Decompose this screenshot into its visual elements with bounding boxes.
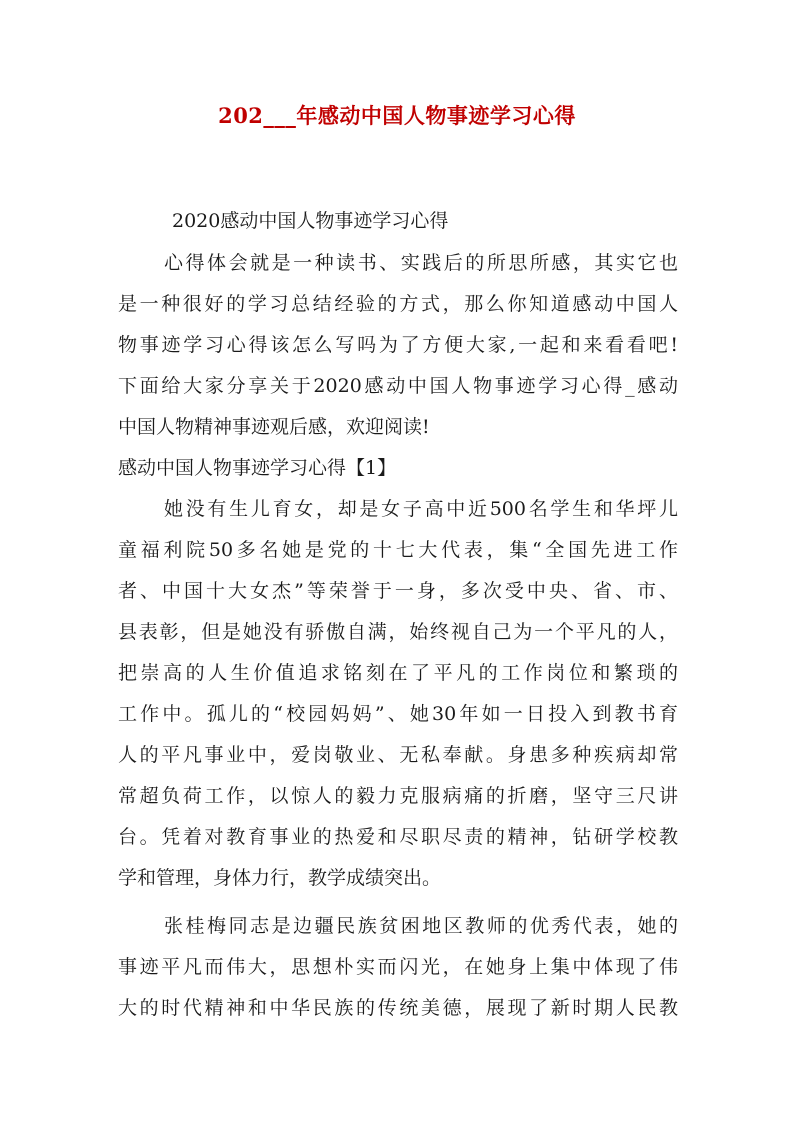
- intro-line: 中国人物精神事迹观后感，欢迎阅读!: [118, 416, 430, 438]
- section-heading: 感动中国人物事迹学习心得【1】: [118, 457, 397, 479]
- subtitle: 2020感动中国人物事迹学习心得: [172, 210, 449, 232]
- document-title: 202___年感动中国人物事迹学习心得: [218, 103, 576, 128]
- paragraph-line: 她没有生儿育女，却是女子高中近500名学生和华坪儿: [164, 498, 678, 520]
- paragraph-line: 学和管理，身体力行，教学成绩突出。: [118, 867, 442, 889]
- paragraph-line: 大的时代精神和中华民族的传统美德，展现了新时期人民教: [118, 997, 678, 1019]
- intro-line: 物事迹学习心得该怎么写吗为了方便大家,一起和来看看吧!: [118, 334, 678, 356]
- paragraph-line: 事迹平凡而伟大，思想朴实而闪光，在她身上集中体现了伟: [118, 956, 678, 978]
- paragraph-line: 把崇高的人生价值追求铭刻在了平凡的工作岗位和繁琐的: [118, 662, 678, 684]
- paragraph-line: 台。凭着对教育事业的热爱和尽职尽责的精神，钻研学校教: [118, 826, 678, 848]
- paragraph-line: 者、中国十大女杰”等荣誉于一身，多次受中央、省、市、: [118, 580, 678, 602]
- paragraph-line: 县表彰，但是她没有骄傲自满，始终视自己为一个平凡的人，: [118, 621, 678, 643]
- paragraph-line: 张桂梅同志是边疆民族贫困地区教师的优秀代表，她的: [164, 915, 678, 937]
- intro-line: 下面给大家分享关于2020感动中国人物事迹学习心得_感动: [118, 375, 678, 397]
- paragraph-line: 童福利院50多名她是党的十七大代表，集“全国先进工作: [118, 539, 678, 561]
- intro-line: 是一种很好的学习总结经验的方式，那么你知道感动中国人: [118, 293, 678, 315]
- paragraph-line: 人的平凡事业中，爱岗敬业、无私奉献。身患多种疾病却常: [118, 744, 678, 766]
- paragraph-line: 工作中。孤儿的“校园妈妈”、她30年如一日投入到教书育: [118, 703, 678, 725]
- paragraph-line: 常超负荷工作，以惊人的毅力克服病痛的折磨，坚守三尺讲: [118, 785, 678, 807]
- intro-line: 心得体会就是一种读书、实践后的所思所感，其实它也: [164, 252, 678, 274]
